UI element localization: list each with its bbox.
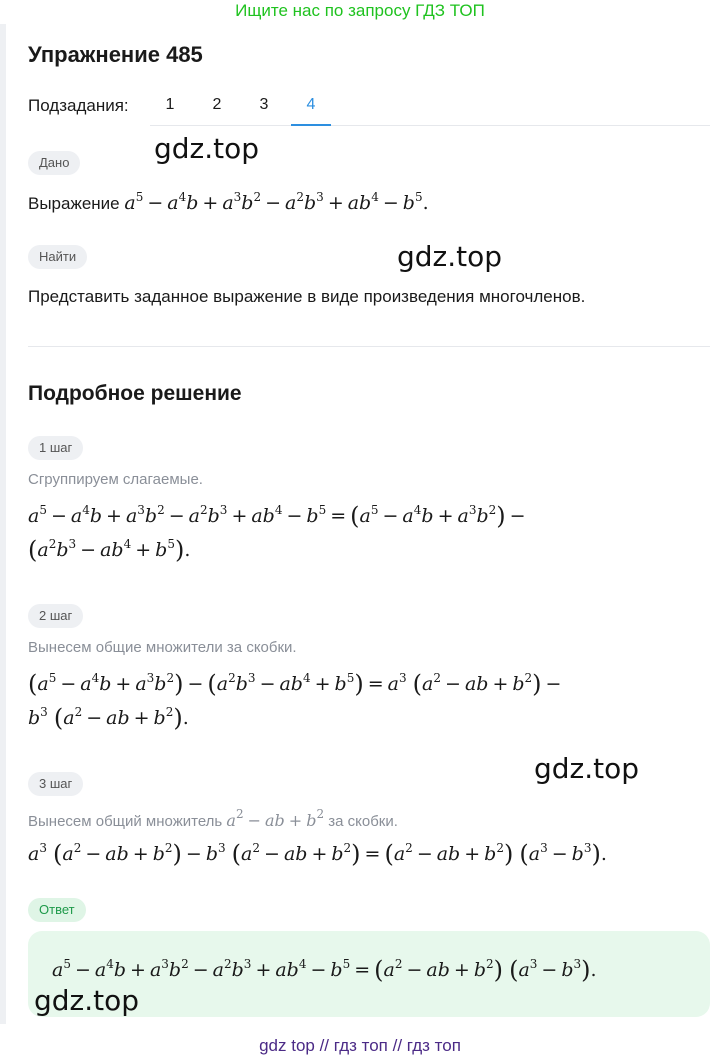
step-3-note <box>28 807 398 830</box>
promo-banner: Ищите нас по запросу ГДЗ ТОП <box>235 1 485 20</box>
answer-chip: Ответ <box>28 898 86 922</box>
given-chip: Дано <box>28 151 80 175</box>
answer-formula: $a^5 - a^4b + a^3b^2 - a^2b^3 + ab^4 - b^5 = (a^2$ − ab + $b^2$) $(a^3 - b^3)$. <box>52 956 597 984</box>
footer-links[interactable]: gdz top // гдз топ // гдз топ <box>259 1036 461 1055</box>
step-1-chip: 1 шаг <box>28 436 83 460</box>
watermark-4: gdz.top <box>34 984 140 1017</box>
step-2-chip: 2 шаг <box>28 604 83 628</box>
step-3-note-prefix: Вынесем общий множитель <box>28 813 223 830</box>
subtask-tab-3[interactable]: 3 <box>259 96 269 113</box>
step-1-note: Сгруппируем слагаемые. <box>28 471 203 488</box>
step-3-note-factor: $a^2$ − ab + $b^2$ <box>226 807 325 830</box>
subtask-tab-4[interactable]: 4 <box>306 96 316 113</box>
step-3-chip: 3 шаг <box>28 772 83 796</box>
step-2-formula-line-1: $(a^5 - a^4b + a^3b^2) - (a^2b^3 - ab^4 + b^5) = a^3$ ($a^2$ − ab + $b^2$) − <box>28 670 562 698</box>
watermark-3: gdz.top <box>534 752 640 785</box>
section-divider <box>28 346 710 347</box>
find-text: Представить заданное выражение в виде произведения многочленов. <box>28 287 586 306</box>
active-tab-indicator <box>291 124 331 126</box>
subtask-tab-1[interactable]: 1 <box>165 96 175 113</box>
step-1-formula-line-2: $(a^2b^3 - ab^4 + b^5)$. <box>28 536 191 564</box>
exercise-card <box>8 24 720 1032</box>
solution-heading: Подробное решение <box>28 382 242 405</box>
given-text <box>28 190 429 214</box>
given-prefix: Выражение <box>28 194 120 213</box>
exercise-title: Упражнение 485 <box>28 42 203 67</box>
step-3-note-suffix: за скобки. <box>328 813 398 830</box>
step-2-formula-line-2: $b^3$ ($a^2$ − ab + $b^2$). <box>28 704 189 732</box>
subtask-tab-2[interactable]: 2 <box>212 96 222 113</box>
step-3-formula: $a^3$ ($a^2$ − ab + $b^2) - b^3$ ($a^2$ − ab + $b^2) = (a^2$ − ab + $b^2$) $(a^3 - b^3)$. <box>28 840 607 868</box>
find-chip: Найти <box>28 245 87 269</box>
left-border <box>0 24 6 1024</box>
given-expression: $a^5 - a^4b + a^3b^2 - a^2b^3 + ab^4 - b^5$. <box>124 190 429 214</box>
subtask-tabs <box>150 88 710 126</box>
watermark-2: gdz.top <box>397 240 503 273</box>
step-2-note: Вынесем общие множители за скобки. <box>28 639 297 656</box>
subtasks-label: Подзадания: <box>28 96 129 115</box>
step-1-formula-line-1: $a^5 - a^4b + a^3b^2 - a^2b^3 + ab^4 - b^5 = (a^5 - a^4b + a^3b^2)$ − <box>28 502 526 530</box>
watermark-1: gdz.top <box>154 132 260 165</box>
